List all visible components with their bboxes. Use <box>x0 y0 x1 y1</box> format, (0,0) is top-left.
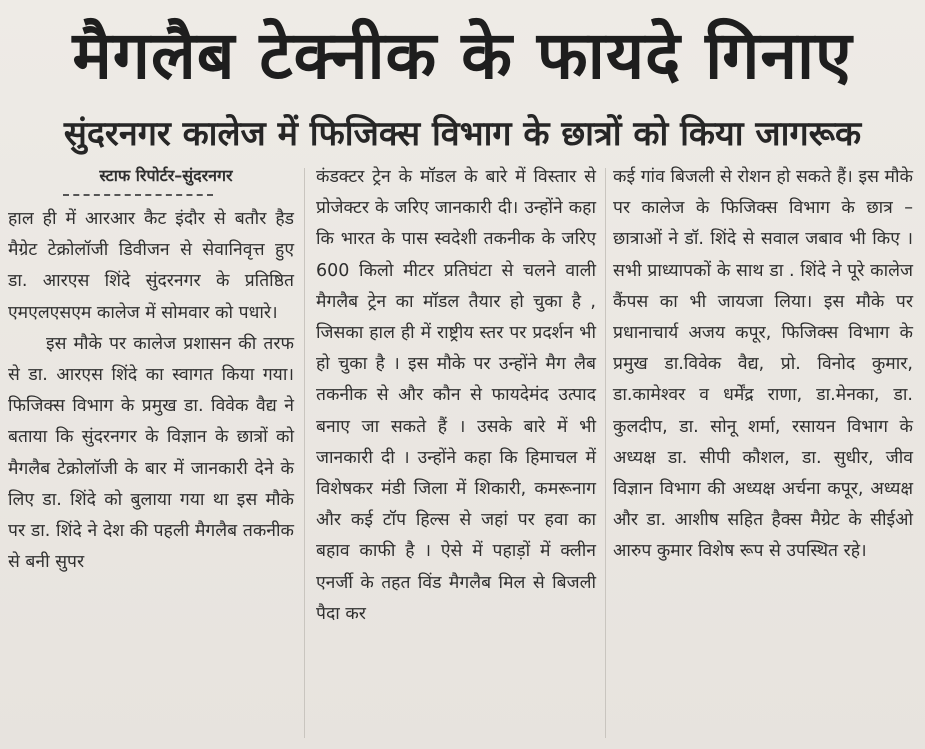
article-column-1 <box>8 162 294 578</box>
article-paragraph: कई गांव बिजली से रोशन हो सकते हैं। इस मौके पर कालेज के फिजिक्स विभाग के छात्र –छात्राओं ने डॉ. शिंदे से सवाल जबाव भी किए । सभी प्राध्यापकों के साथ डा . शिंदे ने पूरे कालेज कैंपस का भी जायजा लिया। इस मौके पर प्रधानाचार्य अजय कपूर, फिजिक्स विभाग के प्रमुख डा.विवेक वैद्य, प्रो. विनोद कुमार, डा.कामेश्वर व धर्मेंद्र राणा, डा.मेनका, डा. कुलदीप, डा. सोनू शर्मा, रसायन विभाग के अध्यक्ष डा. सीपी कौशल, डा. सुधीर, जीव विज्ञान विभाग की अध्यक्ष अर्चना कपूर, अध्यक्ष और डा. आशीष सहित हैक्स मैग्रेट के सीईओ आरुप कुमार विशेष रूप से उपस्थित रहे। <box>613 167 913 562</box>
article-paragraph: कंडक्टर ट्रेन के मॉडल के बारे में विस्तार से प्रोजेक्टर के जरिए जानकारी दी। उन्होंने कहा कि भारत के पास स्वदेशी तकनीक के जरिए 600 किलो मीटर प्रतिघंटा से चलने वाली मैगलैब ट्रेन का मॉडल तैयार हो चुका है , जिसका हाल ही में राष्ट्रीय स्तर पर प्रदर्शन भी हो चुका है । इस मौके पर उन्होंने मैग लैब तकनीक से और कौन से फायदेमंद उत्पाद बनाए जा सकते हैं । उसके बारे में भी जानकारी दी । उन्होंने कहा कि हिमाचल में विशेषकर मंडी जिला में शिकारी, कमरूनाग और कई टॉप हिल्स से जहां पर हवा का बहाव काफी है । ऐसे में पहाड़ों में क्लीन एनर्जी के तहत विंड मैगलैब मिल से बिजली पैदा कर <box>316 167 596 624</box>
article-column-2 <box>316 162 596 630</box>
subheadline: सुंदरनगर कालेज में फिजिक्स विभाग के छात्रों को किया जागरूक <box>63 114 862 154</box>
byline-rule <box>63 194 213 196</box>
article-column-3 <box>613 162 913 568</box>
column-divider <box>605 168 606 738</box>
article-paragraph: हाल ही में आरआर कैट इंदौर से बतौर हैड मैग्रेट टेक्रोलॉजी डिवीजन से सेवानिवृत्त हुए डा. आरएस शिंदे सुंदरनगर के प्रतिष्ठित एमएलएसएम कालेज में सोमवार को पधारे। <box>8 209 294 323</box>
headline: मैगलैब टेक्नीक के फायदे गिनाए <box>72 17 853 94</box>
article-paragraph: इस मौके पर कालेज प्रशासन की तरफ से डा. आरएस शिंदे का स्वागत किया गया। फिजिक्स विभाग के प्रमुख डा. विवेक वैद्य ने बताया कि सुंदरनगर के विज्ञान के छात्रों को मैगलैब टेक्रोलॉजी के बार में जानकारी देने के लिए डा. शिंदे को बुलाया गया था इस मौके पर डा. शिंदे ने देश की पहली मैगलैब तकनीक से बनी सुपर <box>8 333 294 573</box>
byline: स्टाफ रिपोर्टर–सुंदरनगर <box>99 166 233 185</box>
column-divider <box>304 168 305 738</box>
